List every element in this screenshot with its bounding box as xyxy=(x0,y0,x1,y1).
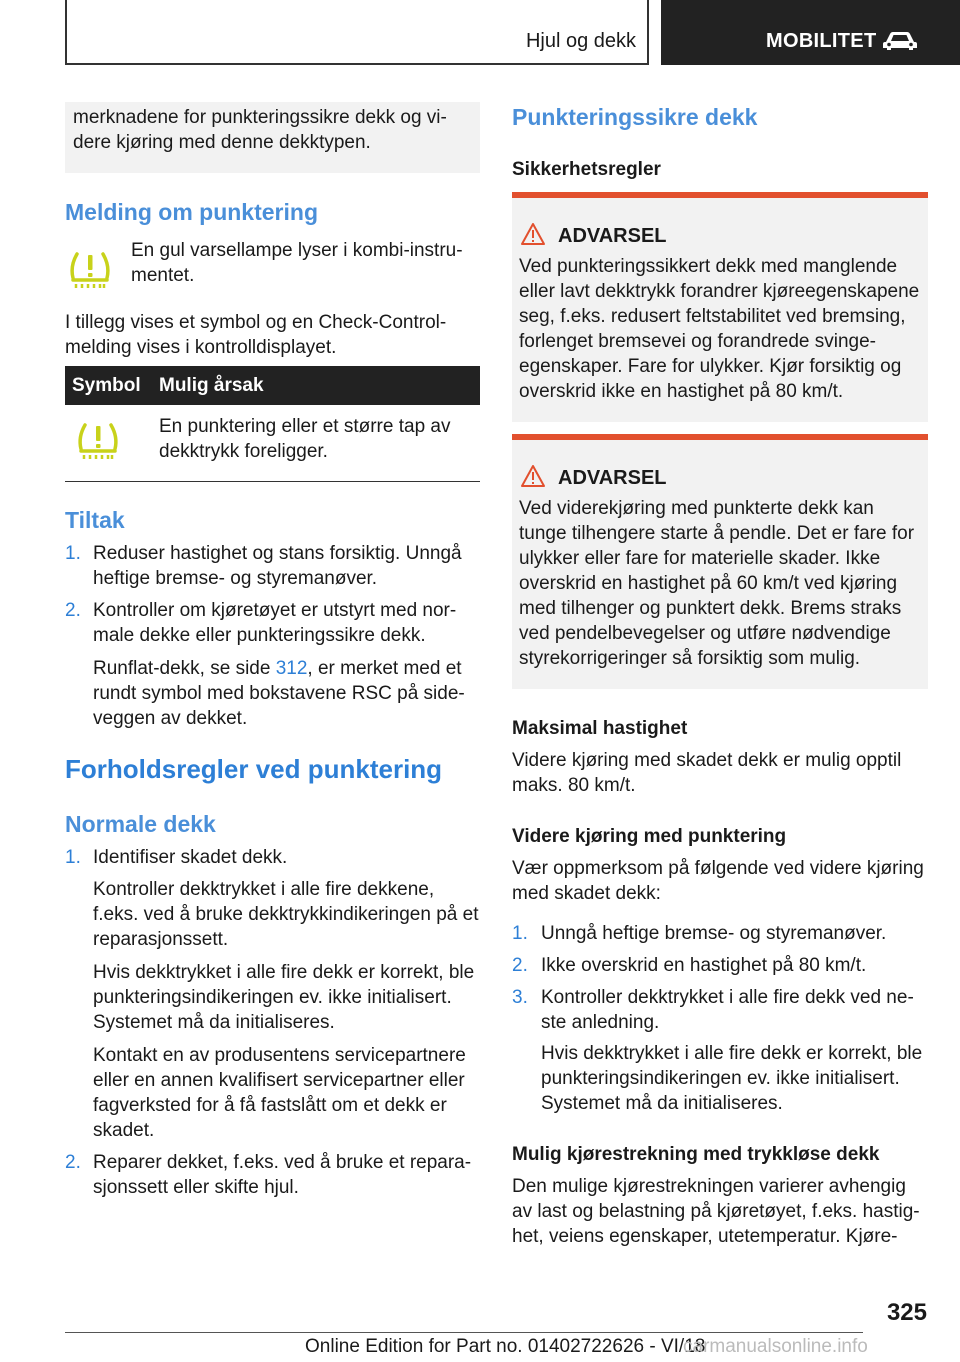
heading-maksimal-hastighet: Maksimal hastighet xyxy=(512,718,688,739)
list-item xyxy=(541,953,931,978)
text-line: Reduser hastighet og stans forsiktig. Unngå xyxy=(93,543,462,564)
list-number: 1. xyxy=(512,923,528,944)
text-line: punkteringsindikeringen ev. ikke initialisert. xyxy=(541,1068,900,1089)
note-line: dere kjøring med denne dekktypen. xyxy=(73,132,371,153)
text-line: ved pendelbevegelser og utføre nødvendige xyxy=(519,623,891,644)
paragraph xyxy=(93,1043,483,1143)
car-icon xyxy=(882,30,918,52)
text-line: eller en annen kvalifisert servicepartner eller xyxy=(93,1070,465,1091)
text-line: egenskaper. Fare for ulykker. Kjør forsiktig og xyxy=(519,356,902,377)
text-line: skadet. xyxy=(93,1120,155,1141)
text-line: ulykker eller fare for materielle skader. Ikke xyxy=(519,548,881,569)
chapter-title: Hjul og dekk xyxy=(525,30,636,52)
list-number: 3. xyxy=(512,987,528,1008)
text-line: Unngå heftige bremse- og styremanøver. xyxy=(541,923,887,944)
continued-note xyxy=(65,102,480,173)
warning-body xyxy=(519,496,923,671)
list-number: 1. xyxy=(65,847,81,868)
warning-title: ADVARSEL xyxy=(558,467,667,489)
text-span: , er merket med et xyxy=(307,658,462,679)
heading-videre-kjoring: Videre kjøring med punktering xyxy=(512,826,787,847)
warning-triangle-icon xyxy=(520,222,546,246)
text-line: eller lavt dekktrykk forandrer kjøreegenskapene xyxy=(519,281,920,302)
paragraph xyxy=(93,877,483,952)
warning-triangle-icon xyxy=(520,464,546,488)
paragraph xyxy=(512,1174,928,1249)
text-line: Ved viderekjøring med punkterte dekk kan xyxy=(519,498,874,519)
list-item xyxy=(93,1150,483,1200)
paragraph xyxy=(512,748,928,798)
text-line: I tillegg vises et symbol og en Check-Control- xyxy=(65,312,447,333)
text-line: Ikke overskrid en hastighet på 80 km/t. xyxy=(541,955,867,976)
heading-melding: Melding om punktering xyxy=(65,199,318,225)
heading-forholdsregler: Forholdsregler ved punktering xyxy=(65,754,443,784)
text-line: maks. 80 km/t. xyxy=(512,775,636,796)
runflat-text xyxy=(93,656,483,731)
note-line: merknadene for punkteringssikre dekk og vi- xyxy=(73,107,447,128)
text-line: dekktrykk foreligger. xyxy=(159,441,328,462)
text-line xyxy=(93,656,483,681)
warning-box-1 xyxy=(512,192,928,422)
text-line: overskrid ikke en hastighet på 80 km/t. xyxy=(519,381,844,402)
list-number: 1. xyxy=(65,543,81,564)
list-item xyxy=(541,985,931,1035)
text-line: sjonssett eller skifte hjul. xyxy=(93,1177,299,1198)
page-link-312[interactable]: 312 xyxy=(275,658,308,679)
list-number: 2. xyxy=(65,1152,81,1173)
section-tab[interactable] xyxy=(661,0,960,65)
text-line: seg, f.eks. redusert feltstabilitet ved bremsing, xyxy=(519,306,906,327)
text-line: melding vises i kontrolldisplayet. xyxy=(65,337,337,358)
col-cause: Mulig årsak xyxy=(159,375,264,396)
text-line: Vær oppmerksom på følgende ved videre kjøring xyxy=(512,858,924,879)
warning-title: ADVARSEL xyxy=(558,225,667,247)
page-number: 325 xyxy=(886,1299,927,1326)
footer-rule xyxy=(65,1332,863,1333)
heading-tiltak: Tiltak xyxy=(65,507,125,533)
edition-text: Online Edition for Part no. 01402722626 - VI/18 xyxy=(305,1336,706,1357)
text-line: het, veiens egenskaper, utetemperatur. Kjøre- xyxy=(512,1226,898,1247)
text-line: heftige bremse- og styremanøver. xyxy=(93,568,378,589)
paragraph xyxy=(93,960,483,1035)
text-line: En gul varsellampe lyser i kombi-instru- xyxy=(131,240,463,261)
text-line: mentet. xyxy=(131,265,195,286)
text-line: forlenget bremsevei og forandrede svinge- xyxy=(519,331,876,352)
text-line: med tilhenger og punktert dekk. Brems straks xyxy=(519,598,902,619)
text-line: Kontakt en av produsentens servicepartnere xyxy=(93,1045,466,1066)
text-line: rundt symbol med bokstavene RSC på side- xyxy=(93,683,465,704)
heading-mulig-kjorestrekning: Mulig kjørestrekning med trykkløse dekk xyxy=(512,1144,880,1165)
col-symbol: Symbol xyxy=(72,375,141,396)
list-number: 2. xyxy=(65,600,81,621)
list-number: 2. xyxy=(512,955,528,976)
list-item xyxy=(93,541,483,591)
text-line: Hvis dekktrykket i alle fire dekk er korrekt, ble xyxy=(541,1043,923,1064)
tire-pressure-warning-icon xyxy=(68,250,112,292)
text-line: punkteringsindikeringen ev. ikke initialisert. xyxy=(93,987,452,1008)
table-rule xyxy=(65,481,480,482)
text-line: Kontroller dekktrykket i alle fire dekk ved ne- xyxy=(541,987,914,1008)
paragraph xyxy=(512,856,928,906)
text-line: En punktering eller et større tap av xyxy=(159,416,451,437)
text-line: Reparer dekket, f.eks. ved å bruke et repara- xyxy=(93,1152,472,1173)
heading-punkteringssikre: Punkteringssikre dekk xyxy=(512,104,758,130)
text-line: Identifiser skadet dekk. xyxy=(93,847,288,868)
tillegg-text xyxy=(65,310,480,360)
text-line: Kontroller om kjøretøyet er utstyrt med nor- xyxy=(93,600,457,621)
text-line: f.eks. ved å bruke dekktrykkindikeringen på et xyxy=(93,904,479,925)
list-item xyxy=(93,598,483,648)
text-line: Videre kjøring med skadet dekk er mulig opptil xyxy=(512,750,902,771)
text-line: Hvis dekktrykket i alle fire dekk er korrekt, ble xyxy=(93,962,475,983)
list-item xyxy=(93,845,483,870)
text-line: Systemet må da initialiseres. xyxy=(541,1093,783,1114)
text-line: veggen av dekket. xyxy=(93,708,248,729)
heading-normale-dekk: Normale dekk xyxy=(65,811,216,837)
watermark: carmanualsonline.info xyxy=(683,1336,868,1357)
text-line: med skadet dekk: xyxy=(512,883,661,904)
tire-pressure-warning-icon xyxy=(76,421,120,463)
symbol-table-header xyxy=(65,366,480,405)
text-line: overskrid en hastighet på 60 km/t ved kjøring xyxy=(519,573,898,594)
text-line: reparasjonssett. xyxy=(93,929,229,950)
text-line: ste anledning. xyxy=(541,1012,660,1033)
heading-sikkerhetsregler: Sikkerhetsregler xyxy=(512,159,661,180)
text-line: Den mulige kjørestrekningen varierer avhengig xyxy=(512,1176,906,1197)
paragraph xyxy=(541,1041,931,1116)
warning-box-2 xyxy=(512,434,928,689)
text-line: male dekke eller punkteringssikre dekk. xyxy=(93,625,426,646)
section-label: MOBILITET xyxy=(766,30,877,52)
text-line: Systemet må da initialiseres. xyxy=(93,1012,335,1033)
table-row-cause xyxy=(159,414,479,464)
text-line: tunge tilhengere starte å pendle. Det er fare for xyxy=(519,523,915,544)
text-line: styrekorrigeringer så forsiktig som mulig. xyxy=(519,648,861,669)
list-item xyxy=(541,921,931,946)
text-line: Kontroller dekktrykket i alle fire dekkene, xyxy=(93,879,435,900)
text-line: fagverksted for å få fastslått om et dekk er xyxy=(93,1095,447,1116)
warning-body xyxy=(519,254,923,404)
text-span: Runflat-dekk, se side xyxy=(93,658,276,679)
text-line: av last og belastning på kjøretøyet, f.eks. hastig- xyxy=(512,1201,920,1222)
text-line: Ved punkteringssikkert dekk med manglende xyxy=(519,256,898,277)
melding-text xyxy=(131,238,481,288)
